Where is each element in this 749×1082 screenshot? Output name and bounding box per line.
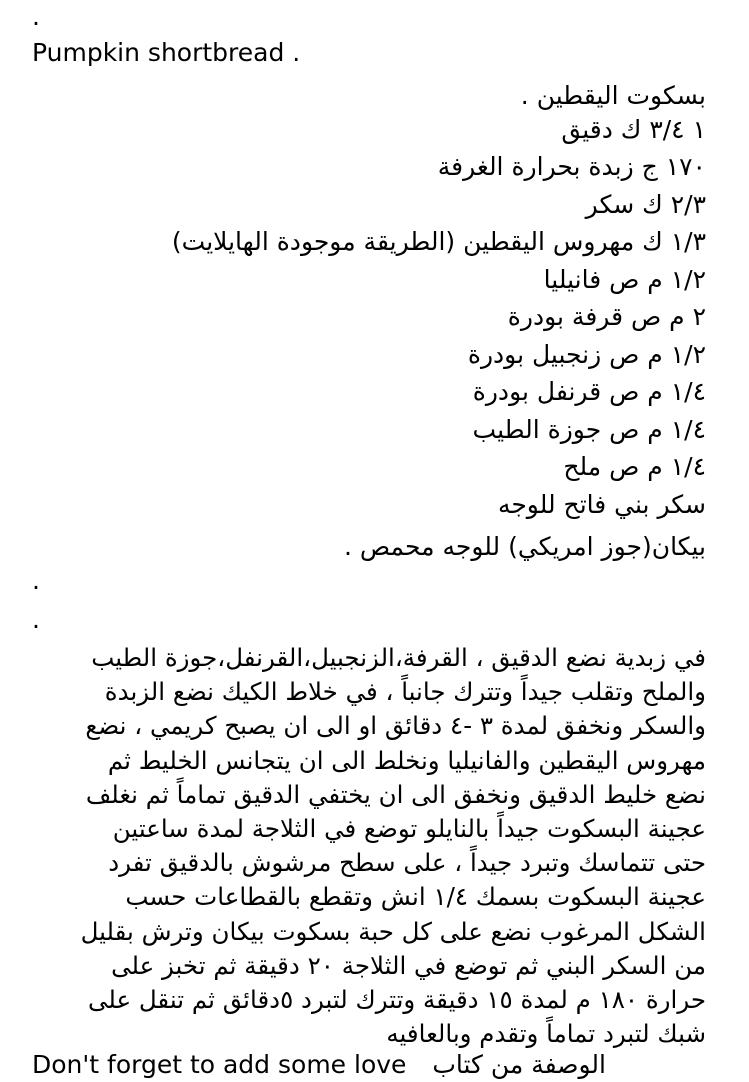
- instructions-paragraph: [26, 641, 706, 1051]
- instruction-line: الشكل المرغوب نضع على كل حبة بسكوت بيكان وترش بقليل: [80, 916, 706, 946]
- instruction-line: من السكر البني ثم توضع في الثلاجة ٢٠ دقيقة ثم تخبز على: [111, 950, 706, 980]
- ingredient-line: ١٧٠ ج زبدة بحرارة الغرفة: [437, 152, 706, 181]
- instruction-line: عجينة البسكوت بسمك ١/٤ انش وتقطع بالقطاعات حسب: [125, 882, 706, 912]
- instruction-line: حتى تتماسك وتبرد جيداً ، على سطح مرشوش بالدقيق تفرد: [108, 848, 706, 878]
- instruction-line: والملح وتقلب جيداً وتترك جانباً ، في خلاط الكيك نضع الزبدة: [104, 677, 706, 707]
- ingredient-line: ١/٣ ك مهروس اليقطين (الطريقة موجودة الهايلايت): [171, 227, 706, 256]
- ingredient-line: ١/٤ م ص جوزة الطيب: [472, 415, 706, 444]
- title-arabic: بسكوت اليقطين .: [520, 81, 706, 110]
- footer-english: Don't forget to add some love: [32, 1050, 407, 1079]
- ingredient-line: ١/٢ م ص فانيليا: [543, 265, 706, 294]
- dot-separator: .: [32, 566, 40, 595]
- ingredient-line: ١/٤ م ص قرنفل بودرة: [472, 377, 706, 406]
- footer-line: [32, 1048, 606, 1082]
- instruction-line: شبك لتبرد تماماً وتقدم وبالعافيه: [386, 1019, 706, 1049]
- instruction-line: حرارة ١٨٠ م لمدة ١٥ دقيقة وتترك لتبرد ٥دقائق ثم تنقل على: [87, 985, 706, 1015]
- dot-separator: .: [32, 2, 40, 31]
- ingredient-line: ١/٤ م ص ملح: [563, 452, 706, 481]
- title-english: Pumpkin shortbread .: [32, 38, 301, 67]
- instruction-line: والسكر ونخفق لمدة ٣ -٤ دقائق او الى ان يصبح كريمي ، نضع: [85, 711, 706, 741]
- ingredient-line: سكر بني فاتح للوجه: [497, 490, 706, 519]
- dot-separator: .: [32, 605, 40, 634]
- instruction-line: مهروس اليقطين والفانيليا ونخلط الى ان يتجانس الخليط ثم: [107, 745, 706, 775]
- ingredient-line: ١/٢ م ص زنجبيل بودرة: [467, 340, 706, 369]
- ingredient-line: ٢ م ص قرفة بودرة: [507, 302, 706, 331]
- instruction-line: عجينة البسكوت جيداً بالنايلو توضع في الثلاجة لمدة ساعتين: [112, 814, 706, 844]
- footer-arabic: الوصفة من كتاب: [432, 1050, 606, 1079]
- ingredient-line: ٢/٣ ك سكر: [585, 190, 706, 219]
- instruction-line: في زبدية نضع الدقيق ، القرفة،الزنجبيل،القرنفل،جوزة الطيب: [91, 643, 706, 672]
- ingredient-line: ١ ٣/٤ ك دقيق: [561, 115, 706, 144]
- instruction-line: نضع خليط الدقيق ونخفق الى ان يختفي الدقيق تماماً ثم نغلف: [85, 779, 706, 809]
- ingredient-line: بيكان(جوز امريكي) للوجه محمص .: [344, 532, 706, 561]
